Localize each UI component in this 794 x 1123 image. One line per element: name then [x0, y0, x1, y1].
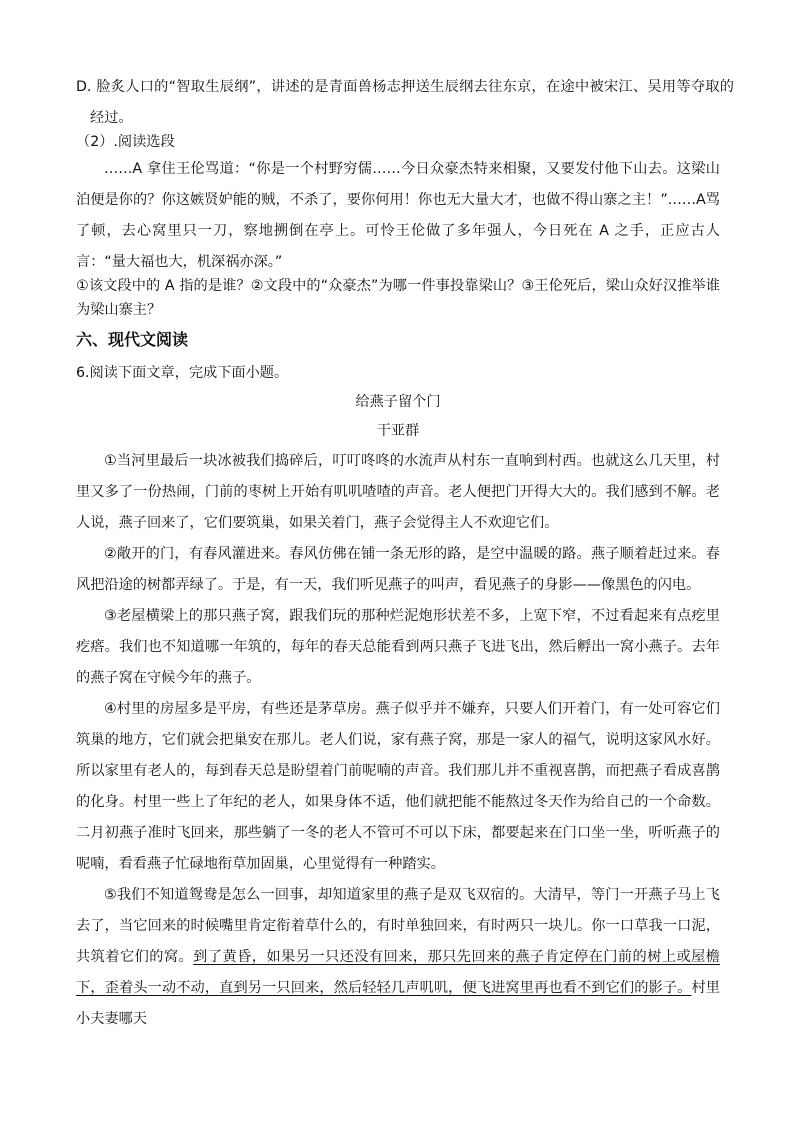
- option-d: D. 脸炙人口的“智取生辰纲”，讲述的是青面兽杨志押送生辰纲去往东京，在途中被宋江、吴用等夺取的经过。: [76, 79, 734, 126]
- paragraph-1: ①当河里最后一块冰被我们捣碎后，叮叮咚咚的水流声从村东一直响到村西。也就这么几天里，村里又多了一份热闹，门前的枣树上开始有叽叽喳喳的声音。老人便把门开得大大的。我们感到不解。老人说，燕子回来了，它们要筑巢，如果关着门，燕子会觉得主人不欢迎它们。: [76, 453, 720, 531]
- paragraph-2: ②敞开的门，有春风灌进来。春风仿佛在铺一条无形的路，是空中温暖的路。燕子顺着赶过来。春风把沿途的树都弄绿了。于是，有一天，我们听见燕子的叫声，看见燕子的身影——像黑色的闪电。: [76, 546, 720, 593]
- paragraph-4: ④村里的房屋多是平房，有些还是茅草房。燕子似乎并不嫌弃，只要人们开着门，有一处可容它们筑巢的地方，它们就会把巢安在那儿。老人们说，家有燕子窝，那是一家人的福气，说明这家风水好。所以家里有老人的，每到春天总是盼望着门前呢喃的声音。我们那儿并不重视喜鹊，而把燕子看成喜鹊的化身。村里一些上了年纪的老人，如果身体不适，他们就把能不能熬过冬天作为给自己的一个命数。二月初燕子准时飞回来，那些躺了一冬的老人不管可不可以下床，都要起来在门口坐一坐，听听燕子的呢喃，看看燕子忙碌地衔草加固巢，心里觉得有一种踏实。: [76, 701, 720, 872]
- article-paragraphs: [76, 446, 720, 1035]
- excerpt-questions: ①该文段中的 A 指的是谁？②文段中的“众豪杰”为哪一件事投靠梁山？③王伦死后，梁山众好汉推举谁为梁山寨主？: [76, 278, 720, 318]
- article-title: 给燕子留个门: [355, 394, 441, 410]
- paragraph-3: ③老屋横梁上的那只燕子窝，跟我们玩的那种烂泥炮形状差不多，上宽下窄，不过看起来有点疙里疙瘩。我们也不知道哪一年筑的，每年的春天总能看到两只燕子飞进飞出，然后孵出一窝小燕子。去年的燕子窝在守候今年的燕子。: [76, 608, 720, 686]
- section-heading: 六、现代文阅读: [76, 330, 189, 349]
- article-author: 干亚群: [376, 423, 420, 439]
- sub-question-2-title: （2）.阅读选段: [76, 134, 175, 150]
- reading-instruction: 6.阅读下面文章，完成下面小题。: [76, 365, 289, 381]
- excerpt-passage: ……A 拿住王伦骂道：“你是一个村野穷儒……今日众豪杰特来相聚，又要发付他下山去。这梁山泊便是你的？你这嫉贤妒能的贼，不杀了，要你何用！你也无大量大才，也做不得山寨之主！”……A骂了顿，去心窝里只一刀，察地搠倒在亭上。可怜王伦做了多年强人，今日死在 A 之手，正应古人言：“量大福也大，机深祸亦深。”: [76, 161, 720, 270]
- paragraph-5: [76, 880, 720, 1035]
- paragraph-5-text: ⑤我们不知道鸳鸯是怎么一回事，却知道家里的燕子是双飞双宿的。大清早，等门一开燕子马上飞去了，当它回来的时候嘴里肯定衔着草什么的，有时单独回来，有时两只一块儿。你一口草我一口泥，共筑着它们的窝。: [76, 887, 720, 965]
- underlined-sentence: 到了黄昏，如果另一只还没有回来，那只先回来的燕子肯定停在门前的树上或屋檐下，歪着头一动不动，直到另一只回来，然后轻轻几声叽叽，便飞进窝里再也看不到它们的影子。: [76, 949, 720, 996]
- paragraph-5-continuation: 村里小夫妻哪天: [76, 980, 720, 1027]
